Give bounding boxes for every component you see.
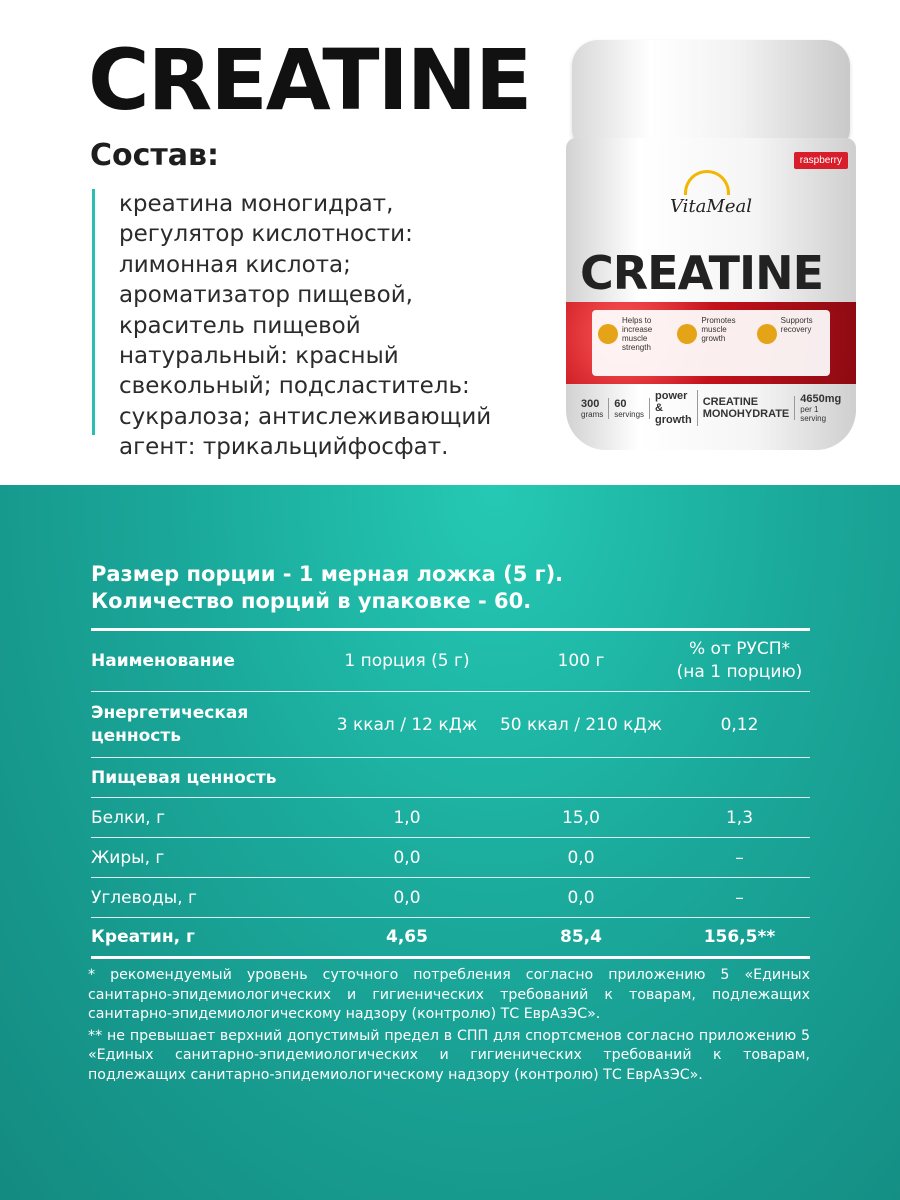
header-rdi: % от РУСП* (на 1 порцию) [676,639,803,682]
serving-size: Размер порции - 1 мерная ложка (5 г). [91,562,564,586]
row-rdi: – [735,887,744,908]
top-section [0,0,900,485]
nutrition-table [91,628,810,959]
nutrition-heading: Пищевая ценность [91,767,277,788]
fist-icon [598,324,618,344]
stopwatch-icon [757,324,777,344]
ingredient-line: краситель пищевой [119,312,361,339]
ingredient-line: ароматизатор пищевой, [119,282,413,309]
energy-per100: 50 ккал / 210 кДж [499,714,663,735]
table-row [91,692,810,758]
jar-title: CREATINE [580,246,824,300]
jar-purpose: power & growth [650,390,698,426]
energy-label: Энергетическая ценность [91,702,249,746]
feature-item: Supports recovery [751,310,830,376]
flavor-badge: raspberry [794,152,848,169]
ingredient-line: свекольный; подсластитель: [119,373,470,400]
sun-logo-icon [684,170,730,195]
composition-heading: Состав: [90,138,220,173]
row-portion: 0,0 [393,887,421,908]
bicep-icon [677,324,697,344]
servings-count: Количество порций в упаковке - 60. [91,589,532,613]
energy-rdi: 0,12 [720,714,759,735]
table-header-row [91,630,810,692]
creatine-rdi: 156,5** [703,927,776,947]
table-row [91,758,810,798]
jar-grams: 300 grams [576,398,609,419]
serving-info [91,561,563,615]
table-row [91,878,810,918]
table-row [91,798,810,838]
ingredient-line: регулятор кислотности: [119,221,413,248]
creatine-portion: 4,65 [386,927,428,947]
table-row [91,838,810,878]
ingredient-line: натуральный: красный [119,343,399,370]
header-portion: 1 порция (5 г) [344,651,470,671]
ingredient-line: агент: трикальцийфосфат. [119,434,449,461]
footnote-2: ** не превышает верхний допустимый предел в СПП для спортсменов согласно приложению 5 «Единых санитарно-эпидемиологических и гигиенических требований к товарам, подлежащих санитарно-эпидемиологическому надзору (контролю) ТС ЕврАзЭС». [88,1027,810,1083]
creatine-per100: 85,4 [560,927,602,947]
row-per100: 0,0 [567,887,595,908]
raspberry-band [566,302,856,384]
jar-type: CREATINE MONOHYDRATE [698,396,796,420]
footnote-1: * рекомендуемый уровень суточного потребления согласно приложению 5 «Единых санитарно-эпидемиологических и гигиенических требований к товарам, подлежащих санитарно-эпидемиологическому надзору (контролю) ТС ЕврАзЭС». [88,967,810,1022]
jar-dose: 4650mg per 1 serving [800,393,842,423]
table-row-creatine [91,918,810,958]
jar-servings: 60 servings [609,398,650,419]
feature-item: Promotes muscle growth [671,310,750,376]
page-title: CREATINE [88,31,531,129]
row-name: Белки, г [91,807,166,828]
row-name: Углеводы, г [91,887,197,908]
row-rdi: – [735,847,744,868]
row-per100: 15,0 [562,807,600,828]
ingredients-list [92,189,559,461]
footnotes [88,966,810,1087]
energy-portion: 3 ккал / 12 кДж [336,714,478,735]
row-name: Жиры, г [91,847,165,868]
jar-lid [572,40,850,148]
header-name: Наименование [91,651,235,671]
header-per100: 100 г [557,651,605,671]
ingredient-line: креатина моногидрат, [119,191,394,217]
feature-item: Helps to increase muscle strength [592,310,671,376]
row-rdi: 1,3 [725,807,754,828]
row-portion: 0,0 [393,847,421,868]
jar-info-row [576,390,846,426]
row-per100: 0,0 [567,847,595,868]
row-portion: 1,0 [393,807,421,828]
ingredient-line: сукралоза; антислеживающий [119,403,492,430]
creatine-name: Креатин, г [91,927,195,947]
features-card [592,310,830,376]
ingredient-line: лимонная кислота; [119,251,351,278]
product-jar-image [566,40,856,450]
brand-logo: VitaMeal [670,196,752,217]
jar-body [566,138,856,450]
